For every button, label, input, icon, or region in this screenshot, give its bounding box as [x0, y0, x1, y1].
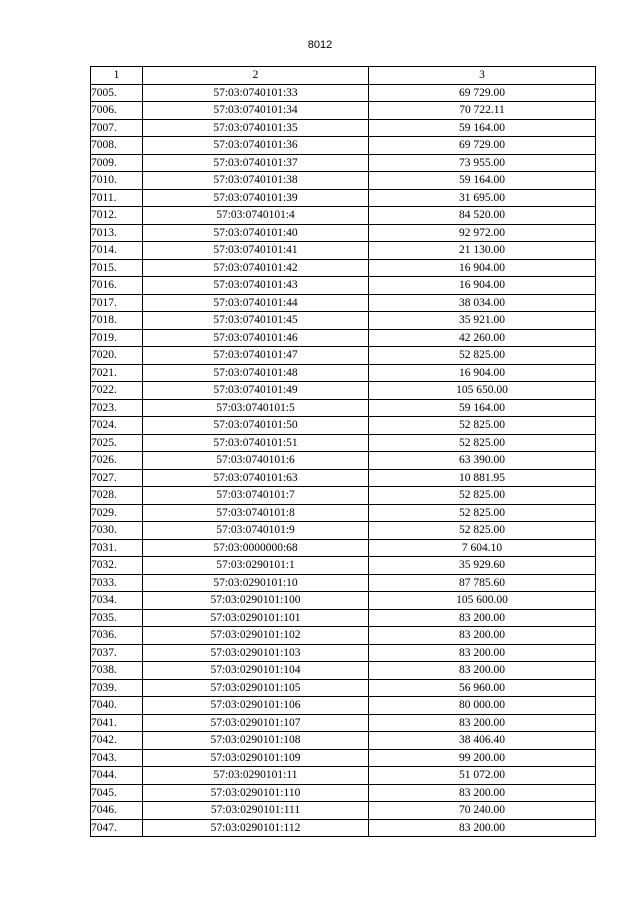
- row-number-cell: 7036.: [91, 627, 143, 645]
- table-row: [91, 504, 596, 522]
- value-cell: 10 881.95: [369, 469, 596, 487]
- table-row: [91, 224, 596, 242]
- row-number-cell: 7011.: [91, 189, 143, 207]
- table-row: [91, 119, 596, 137]
- table-row: [91, 434, 596, 452]
- cadastral-number-cell: 57:03:0740101:5: [143, 399, 369, 417]
- cadastral-number-cell: 57:03:0290101:104: [143, 662, 369, 680]
- table-row: [91, 259, 596, 277]
- row-number-cell: 7047.: [91, 819, 143, 837]
- value-cell: 83 200.00: [369, 609, 596, 627]
- value-cell: 80 000.00: [369, 697, 596, 715]
- row-number-cell: 7006.: [91, 102, 143, 120]
- table-row: [91, 84, 596, 102]
- cadastral-number-cell: 57:03:0740101:41: [143, 242, 369, 260]
- cadastral-number-cell: 57:03:0290101:101: [143, 609, 369, 627]
- cadastral-number-cell: 57:03:0740101:42: [143, 259, 369, 277]
- row-number-cell: 7007.: [91, 119, 143, 137]
- table-row: [91, 784, 596, 802]
- value-cell: 83 200.00: [369, 714, 596, 732]
- table-row: [91, 662, 596, 680]
- row-number-cell: 7018.: [91, 312, 143, 330]
- table-row: [91, 277, 596, 295]
- row-number-cell: 7017.: [91, 294, 143, 312]
- value-cell: 21 130.00: [369, 242, 596, 260]
- value-cell: 35 929.60: [369, 557, 596, 575]
- value-cell: 83 200.00: [369, 819, 596, 837]
- value-cell: 70 722.11: [369, 102, 596, 120]
- value-cell: 35 921.00: [369, 312, 596, 330]
- value-cell: 83 200.00: [369, 644, 596, 662]
- row-number-cell: 7025.: [91, 434, 143, 452]
- table-row: [91, 697, 596, 715]
- table-row: [91, 627, 596, 645]
- cadastral-number-cell: 57:03:0740101:44: [143, 294, 369, 312]
- value-cell: 52 825.00: [369, 417, 596, 435]
- cadastral-number-cell: 57:03:0740101:43: [143, 277, 369, 295]
- cadastral-number-cell: 57:03:0290101:11: [143, 767, 369, 785]
- table-row: [91, 452, 596, 470]
- cadastral-number-cell: 57:03:0740101:6: [143, 452, 369, 470]
- table-row: [91, 522, 596, 540]
- value-cell: 51 072.00: [369, 767, 596, 785]
- value-cell: 52 825.00: [369, 522, 596, 540]
- value-cell: 42 260.00: [369, 329, 596, 347]
- page-number: 8012: [307, 39, 333, 51]
- table-row: [91, 189, 596, 207]
- row-number-cell: 7034.: [91, 592, 143, 610]
- cadastral-number-cell: 57:03:0290101:105: [143, 679, 369, 697]
- table-row: [91, 399, 596, 417]
- row-number-cell: 7038.: [91, 662, 143, 680]
- cadastral-number-cell: 57:03:0740101:50: [143, 417, 369, 435]
- table-row: [91, 819, 596, 837]
- cadastral-number-cell: 57:03:0740101:4: [143, 207, 369, 225]
- row-number-cell: 7024.: [91, 417, 143, 435]
- cadastral-number-cell: 57:03:0290101:109: [143, 749, 369, 767]
- row-number-cell: 7008.: [91, 137, 143, 155]
- cadastral-number-cell: 57:03:0740101:37: [143, 154, 369, 172]
- cadastral-number-cell: 57:03:0740101:63: [143, 469, 369, 487]
- cadastral-number-cell: 57:03:0000000:68: [143, 539, 369, 557]
- cadastral-number-cell: 57:03:0290101:100: [143, 592, 369, 610]
- cadastral-number-cell: 57:03:0290101:111: [143, 802, 369, 820]
- table-row: [91, 609, 596, 627]
- value-cell: 59 164.00: [369, 399, 596, 417]
- row-number-cell: 7021.: [91, 364, 143, 382]
- row-number-cell: 7041.: [91, 714, 143, 732]
- table-body: [91, 84, 596, 837]
- value-cell: 52 825.00: [369, 434, 596, 452]
- value-cell: 52 825.00: [369, 347, 596, 365]
- cadastral-number-cell: 57:03:0290101:102: [143, 627, 369, 645]
- row-number-cell: 7044.: [91, 767, 143, 785]
- row-number-cell: 7039.: [91, 679, 143, 697]
- cadastral-number-cell: 57:03:0290101:106: [143, 697, 369, 715]
- cadastral-number-cell: 57:03:0740101:8: [143, 504, 369, 522]
- row-number-cell: 7032.: [91, 557, 143, 575]
- table-row: [91, 679, 596, 697]
- table-row: [91, 417, 596, 435]
- value-cell: 59 164.00: [369, 172, 596, 190]
- value-cell: 105 600.00: [369, 592, 596, 610]
- table-row: [91, 767, 596, 785]
- row-number-cell: 7033.: [91, 574, 143, 592]
- row-number-cell: 7043.: [91, 749, 143, 767]
- header-row: [91, 67, 596, 85]
- cadastral-number-cell: 57:03:0290101:108: [143, 732, 369, 750]
- row-number-cell: 7012.: [91, 207, 143, 225]
- cadastral-number-cell: 57:03:0740101:33: [143, 84, 369, 102]
- cadastral-number-cell: 57:03:0290101:103: [143, 644, 369, 662]
- value-cell: 38 034.00: [369, 294, 596, 312]
- cadastral-number-cell: 57:03:0740101:49: [143, 382, 369, 400]
- row-number-cell: 7014.: [91, 242, 143, 260]
- row-number-cell: 7046.: [91, 802, 143, 820]
- value-cell: 52 825.00: [369, 504, 596, 522]
- value-cell: 83 200.00: [369, 627, 596, 645]
- column-header-1: 1: [91, 67, 143, 85]
- row-number-cell: 7026.: [91, 452, 143, 470]
- row-number-cell: 7020.: [91, 347, 143, 365]
- value-cell: 70 240.00: [369, 802, 596, 820]
- row-number-cell: 7009.: [91, 154, 143, 172]
- cadastral-number-cell: 57:03:0740101:38: [143, 172, 369, 190]
- value-cell: 92 972.00: [369, 224, 596, 242]
- table-row: [91, 487, 596, 505]
- value-cell: 52 825.00: [369, 487, 596, 505]
- value-cell: 16 904.00: [369, 259, 596, 277]
- value-cell: 105 650.00: [369, 382, 596, 400]
- value-cell: 73 955.00: [369, 154, 596, 172]
- value-cell: 31 695.00: [369, 189, 596, 207]
- cadastral-number-cell: 57:03:0290101:1: [143, 557, 369, 575]
- row-number-cell: 7037.: [91, 644, 143, 662]
- column-header-3: 3: [369, 67, 596, 85]
- value-cell: 59 164.00: [369, 119, 596, 137]
- row-number-cell: 7042.: [91, 732, 143, 750]
- row-number-cell: 7035.: [91, 609, 143, 627]
- row-number-cell: 7013.: [91, 224, 143, 242]
- row-number-cell: 7027.: [91, 469, 143, 487]
- table-row: [91, 382, 596, 400]
- data-table: [90, 66, 596, 837]
- row-number-cell: 7028.: [91, 487, 143, 505]
- row-number-cell: 7029.: [91, 504, 143, 522]
- value-cell: 84 520.00: [369, 207, 596, 225]
- value-cell: 16 904.00: [369, 364, 596, 382]
- column-header-2: 2: [143, 67, 369, 85]
- table-row: [91, 469, 596, 487]
- table-row: [91, 714, 596, 732]
- table-row: [91, 294, 596, 312]
- value-cell: 87 785.60: [369, 574, 596, 592]
- cadastral-number-cell: 57:03:0740101:7: [143, 487, 369, 505]
- table-row: [91, 574, 596, 592]
- table-row: [91, 154, 596, 172]
- cadastral-number-cell: 57:03:0740101:48: [143, 364, 369, 382]
- value-cell: 83 200.00: [369, 784, 596, 802]
- cadastral-number-cell: 57:03:0740101:45: [143, 312, 369, 330]
- cadastral-number-cell: 57:03:0740101:40: [143, 224, 369, 242]
- cadastral-number-cell: 57:03:0290101:107: [143, 714, 369, 732]
- value-cell: 38 406.40: [369, 732, 596, 750]
- table-row: [91, 802, 596, 820]
- table-row: [91, 592, 596, 610]
- row-number-cell: 7031.: [91, 539, 143, 557]
- cadastral-number-cell: 57:03:0740101:9: [143, 522, 369, 540]
- table-row: [91, 732, 596, 750]
- table-row: [91, 749, 596, 767]
- table-row: [91, 347, 596, 365]
- row-number-cell: 7022.: [91, 382, 143, 400]
- table-row: [91, 644, 596, 662]
- row-number-cell: 7023.: [91, 399, 143, 417]
- value-cell: 83 200.00: [369, 662, 596, 680]
- table-row: [91, 102, 596, 120]
- cadastral-number-cell: 57:03:0290101:110: [143, 784, 369, 802]
- value-cell: 69 729.00: [369, 137, 596, 155]
- table-row: [91, 364, 596, 382]
- value-cell: 56 960.00: [369, 679, 596, 697]
- table-row: [91, 329, 596, 347]
- cadastral-number-cell: 57:03:0740101:39: [143, 189, 369, 207]
- row-number-cell: 7045.: [91, 784, 143, 802]
- value-cell: 63 390.00: [369, 452, 596, 470]
- table-row: [91, 207, 596, 225]
- cadastral-number-cell: 57:03:0740101:36: [143, 137, 369, 155]
- table-row: [91, 557, 596, 575]
- cadastral-number-cell: 57:03:0740101:35: [143, 119, 369, 137]
- value-cell: 69 729.00: [369, 84, 596, 102]
- row-number-cell: 7016.: [91, 277, 143, 295]
- cadastral-number-cell: 57:03:0740101:51: [143, 434, 369, 452]
- row-number-cell: 7030.: [91, 522, 143, 540]
- cadastral-number-cell: 57:03:0290101:112: [143, 819, 369, 837]
- table-row: [91, 242, 596, 260]
- value-cell: 99 200.00: [369, 749, 596, 767]
- cadastral-number-cell: 57:03:0290101:10: [143, 574, 369, 592]
- table-row: [91, 539, 596, 557]
- value-cell: 7 604.10: [369, 539, 596, 557]
- row-number-cell: 7040.: [91, 697, 143, 715]
- row-number-cell: 7010.: [91, 172, 143, 190]
- cadastral-number-cell: 57:03:0740101:34: [143, 102, 369, 120]
- row-number-cell: 7015.: [91, 259, 143, 277]
- cadastral-number-cell: 57:03:0740101:46: [143, 329, 369, 347]
- cadastral-number-cell: 57:03:0740101:47: [143, 347, 369, 365]
- row-number-cell: 7019.: [91, 329, 143, 347]
- row-number-cell: 7005.: [91, 84, 143, 102]
- table-row: [91, 312, 596, 330]
- table-row: [91, 172, 596, 190]
- value-cell: 16 904.00: [369, 277, 596, 295]
- table-row: [91, 137, 596, 155]
